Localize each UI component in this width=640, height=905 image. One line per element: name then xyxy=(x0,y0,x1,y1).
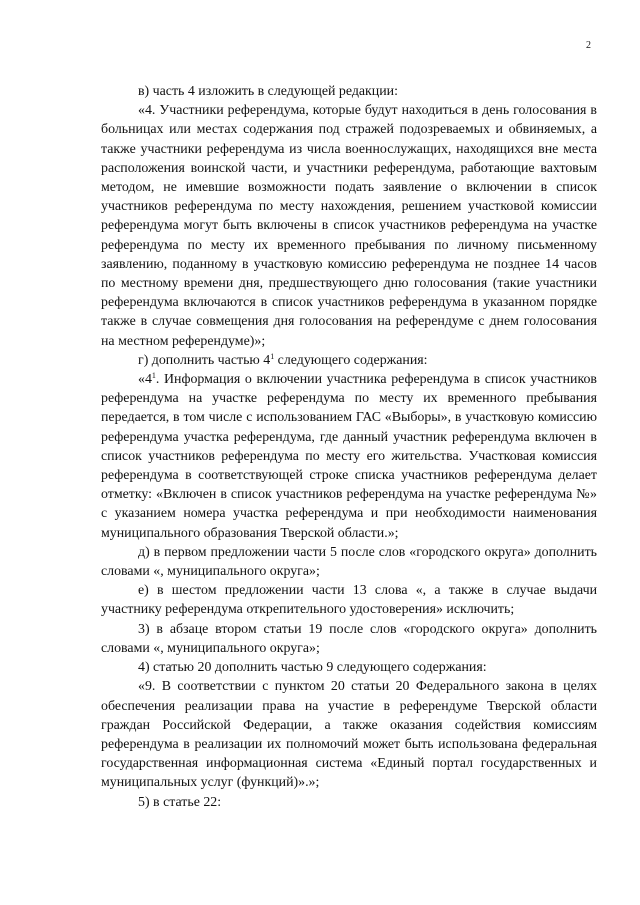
paragraph-text-before: г) дополнить частью 4 xyxy=(138,352,271,368)
paragraph-part-4-1-text xyxy=(101,370,597,543)
paragraph-e-part-13: е) в шестом предложении части 13 слова «, а также в случае выдачи участнику референдума открепительного удостоверения» исключить; xyxy=(101,583,597,618)
paragraph-text-after: . Информация о включении участника референдума в список участников референдума на участке референдума по месту их временного пребывания передается, в том числе с использованием ГАС «Выборы», в участковую комиссию референдума участка референдума, где данный участник референдума включен в список участников референдума по месту его жительства. Участковая комиссия референдума в соответствующей строке списка участников референдума делает отметку: «Включен в список участников референдума на участке референдума №» с указанием номера участка референдума и при необходимости наименования муниципального образования Тверской области.»; xyxy=(101,372,597,541)
paragraph-g-part-4-1-intro xyxy=(101,351,597,370)
superscript: 1 xyxy=(151,371,156,381)
paragraph-3-article-19: 3) в абзаце втором статьи 19 после слов «городского округа» дополнить словами «, муниципального округа»; xyxy=(101,621,597,656)
paragraph-v-part-4-intro: в) часть 4 изложить в следующей редакции: xyxy=(138,84,398,99)
paragraph-part-9-text: «9. В соответствии с пунктом 20 статьи 20 Федерального закона в целях обеспечения реализации права на участие в референдуме Тверской области граждан Российской Федерации, а также оказания содействия комиссиям референдума в реализации их полномочий может быть использована федеральная государственная информационная система «Единый портал государственных и муниципальных услуг (функций)».»; xyxy=(101,679,597,791)
paragraph-text-before: «4 xyxy=(138,372,152,388)
superscript: 1 xyxy=(270,351,275,361)
page-number: 2 xyxy=(586,40,591,51)
paragraph-4-article-20-intro: 4) статью 20 дополнить частью 9 следующего содержания: xyxy=(138,660,487,676)
paragraph-part-4-text: «4. Участники референдума, которые будут находиться в день голосования в больницах или местах содержания под стражей подозреваемых и обвиняемых, а также участники референдума из числа военнослужащих, находящихся вне места расположения воинской части, и участники референдума, работающие вахтовым методом, не имевшие возможности подать заявление о включении в список участников референдума по месту нахождения, решением участковой комиссии референдума могут быть включены в список участников референдума на участке референдума по месту их временного пребывания по личному письменному заявлению, поданному в участковую комиссию референдума не позднее 14 часов по местному времени дня, предшествующего дню голосования (такие участники референдума включаются в список участников референдума в указанном порядке также в случае совмещения дня голосования на референдуме с днем голосования на местном референдуме)»; xyxy=(101,103,597,349)
paragraph-d-part-5: д) в первом предложении части 5 после слов «городского округа» дополнить словами «, муниципального округа»; xyxy=(101,544,597,580)
paragraph-5-article-22: 5) в статье 22: xyxy=(138,794,222,810)
paragraph-text-after: следующего содержания: xyxy=(274,352,428,368)
document-body xyxy=(101,82,597,812)
